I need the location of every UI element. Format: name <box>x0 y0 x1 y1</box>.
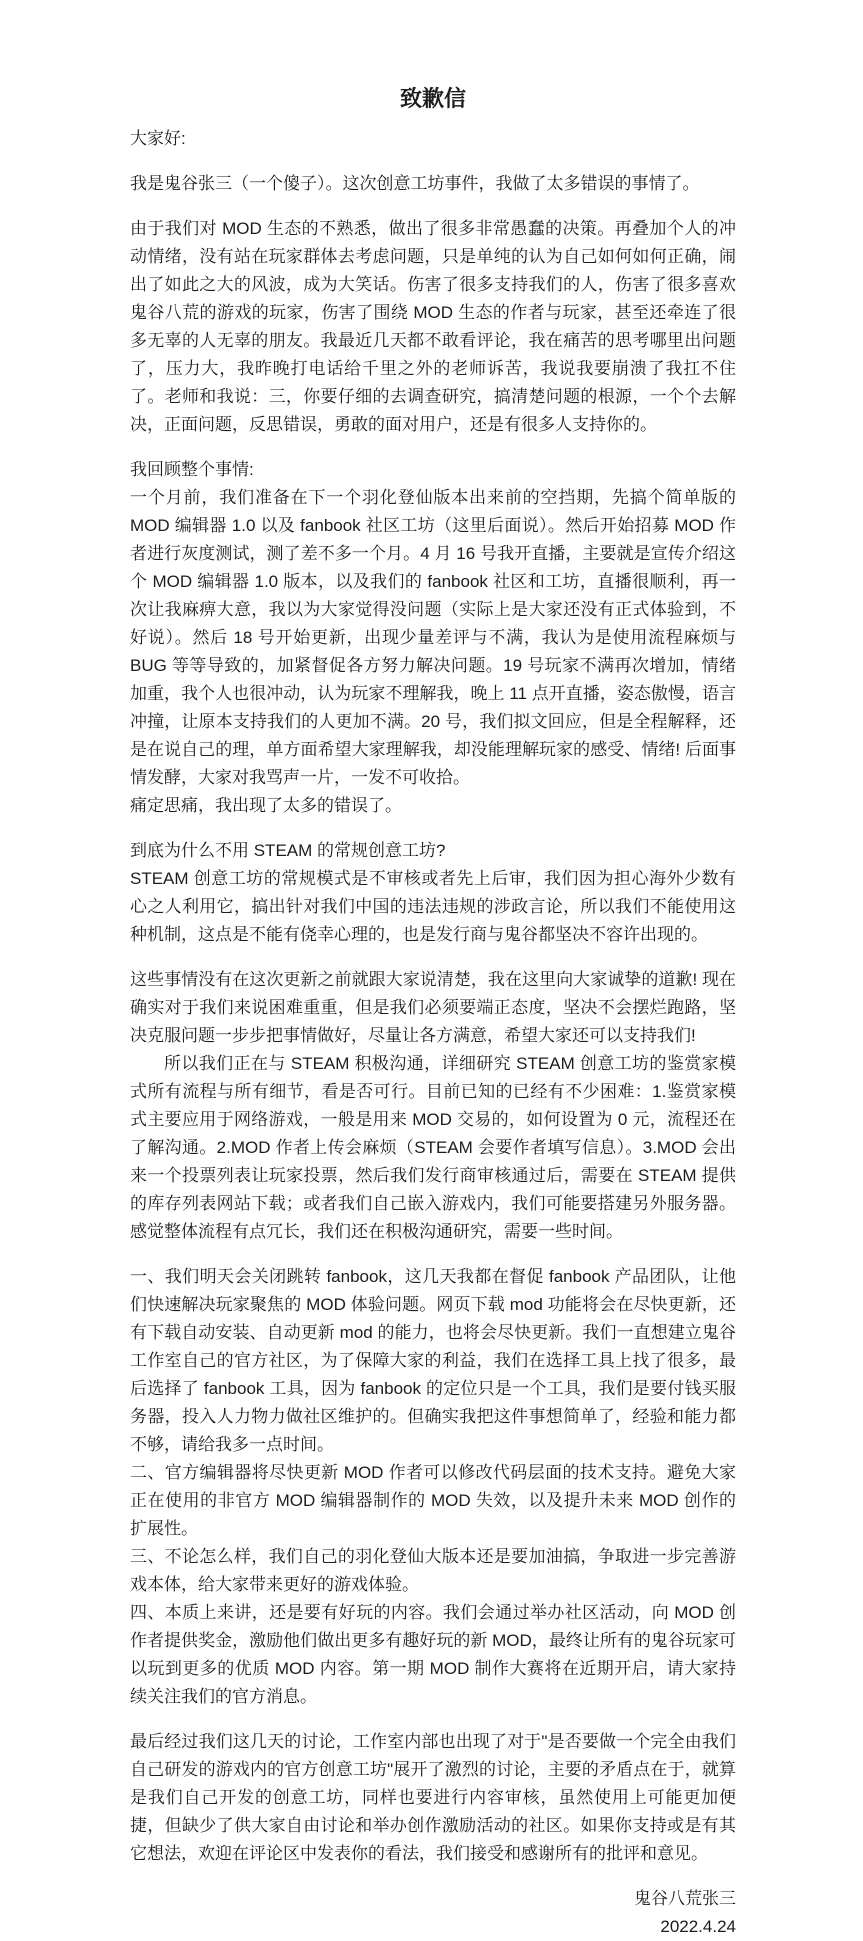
paragraph-closing <box>130 1728 736 1868</box>
plan-item-2: 二、官方编辑器将尽快更新 MOD 作者可以修改代码层面的技术支持。避免大家正在使用的非官方 MOD 编辑器制作的 MOD 失效，以及提升未来 MOD 创作的扩展性。 <box>130 1463 736 1538</box>
recap-heading: 我回顾整个事情: <box>130 460 254 479</box>
paragraph-self-intro <box>130 170 736 198</box>
steam-question-heading: 到底为什么不用 STEAM 的常规创意工坊? <box>130 841 446 860</box>
greeting-text: 大家好: <box>130 129 186 148</box>
paragraph-action-plan <box>130 1263 736 1711</box>
apology-statement: 这些事情没有在这次更新之前就跟大家说清楚，我在这里向大家诚挚的道歉! 现在确实对于我们来说困难重重，但是我们必须要端正态度，坚决不会摆烂跑路，坚决克服问题一步步把事情做好，尽量让各方满意，希望大家还可以支持我们! <box>130 970 736 1045</box>
recap-timeline: 一个月前，我们准备在下一个羽化登仙版本出来前的空挡期，先搞个简单版的 MOD 编辑器 1.0 以及 fanbook 社区工坊（这里后面说）。然后开始招募 MOD 作者进行灰度测试，测了差不多一个月。4 月 16 号我开直播，主要就是宣传介绍这个 MOD 编辑器 1.0 版本，以及我们的 fanbook 社区和工坊，直播很顺利，再一次让我麻痹大意，我以为大家觉得没问题（实际上是大家还没有正式体验到，不好说）。然后 18 号开始更新，出现少量差评与不满，我认为是使用流程麻烦与 BUG 等等导致的，加紧督促各方努力解决问题。19 号玩家不满再次增加，情绪加重，我个人也很冲动，认为玩家不理解我，晚上 11 点开直播，姿态傲慢，语言冲撞，让原本支持我们的人更加不满。20 号，我们拟文回应，但是全程解释，还是在说自己的理，单方面希望大家理解我，却没能理解玩家的感受、情绪! 后面事情发酵，大家对我骂声一片，一发不可收拾。 <box>130 488 736 787</box>
steam-explanation: STEAM 创意工坊的常规模式是不审核或者先上后审，我们因为担心海外少数有心之人利用它，搞出针对我们中国的违法违规的涉政言论，所以我们不能使用这种机制，这点是不能有侥幸心理的，也是发行商与鬼谷都坚决不容许出现的。 <box>130 869 736 944</box>
signature-date: 2022.4.24 <box>660 1917 736 1936</box>
recap-conclusion: 痛定思痛，我出现了太多的错误了。 <box>130 796 402 815</box>
reflection-text: 由于我们对 MOD 生态的不熟悉，做出了很多非常愚蠢的决策。再叠加个人的冲动情绪，没有站在玩家群体去考虑问题，只是单纯的认为自己如何如何正确，闹出了如此之大的风波，成为大笑话。伤害了很多支持我们的人，伤害了很多喜欢鬼谷八荒的游戏的玩家，伤害了围绕 MOD 生态的作者与玩家，甚至还牵连了很多无辜的人无辜的朋友。我最近几天都不敢看评论，我在痛苦的思考哪里出问题了，压力大，我昨晚打电话给千里之外的老师诉苦，我说我要崩溃了我扛不住了。老师和我说：三，你要仔细的去调查研究，搞清楚问题的根源，一个个去解决，正面问题，反思错误，勇敢的面对用户，还是有很多人支持你的。 <box>130 219 736 434</box>
self-intro-text: 我是鬼谷张三（一个傻子）。这次创意工坊事件，我做了太多错误的事情了。 <box>130 174 700 193</box>
steam-communication: 所以我们正在与 STEAM 积极沟通，详细研究 STEAM 创意工坊的鉴赏家模式所有流程与所有细节，看是否可行。目前已知的已经有不少困难：1.鉴赏家模式主要应用于网络游戏，一般是用来 MOD 交易的，如何设置为 0 元，流程还在了解沟通。2.MOD 作者上传会麻烦（STEAM 会要作者填写信息）。3.MOD 会出来一个投票列表让玩家投票，然后我们发行商审核通过后，需要在 STEAM 提供的库存列表网站下载；或者我们自己嵌入游戏内，我们可能要搭建另外服务器。感觉整体流程有点冗长，我们还在积极沟通研究，需要一些时间。 <box>130 1054 736 1241</box>
plan-item-4: 四、本质上来讲，还是要有好玩的内容。我们会通过举办社区活动，向 MOD 创作者提供奖金，激励他们做出更多有趣好玩的新 MOD，最终让所有的鬼谷玩家可以玩到更多的优质 MOD 内容。第一期 MOD 制作大赛将在近期开启，请大家持续关注我们的官方消息。 <box>130 1603 736 1706</box>
signature-name: 鬼谷八荒张三 <box>634 1889 736 1908</box>
paragraph-reflection <box>130 215 736 439</box>
paragraph-steam-workshop <box>130 837 736 949</box>
plan-item-3: 三、不论怎么样，我们自己的羽化登仙大版本还是要加油搞，争取进一步完善游戏本体，给大家带来更好的游戏体验。 <box>130 1547 736 1594</box>
paragraph-apology <box>130 966 736 1246</box>
letter-title: 致歉信 <box>399 86 466 111</box>
closing-discussion: 最后经过我们这几天的讨论，工作室内部也出现了对于"是否要做一个完全由我们自己研发的游戏内的官方创意工坊"展开了激烈的讨论，主要的矛盾点在于，就算是我们自己开发的创意工坊，同样也要进行内容审核，虽然使用上可能更加便捷，但缺少了供大家自由讨论和举办创作激励活动的社区。如果你支持或是有其它想法，欢迎在评论区中发表你的看法，我们接受和感谢所有的批评和意见。 <box>130 1732 736 1863</box>
paragraph-greeting <box>130 125 736 153</box>
plan-item-1: 一、我们明天会关闭跳转 fanbook，这几天我都在督促 fanbook 产品团队，让他们快速解决玩家聚焦的 MOD 体验问题。网页下载 mod 功能将会在尽快更新，还有下载自动安装、自动更新 mod 的能力，也将会尽快更新。我们一直想建立鬼谷工作室自己的官方社区，为了保障大家的利益，我们在选择工具上找了很多，最后选择了 fanbook 工具，因为 fanbook 的定位只是一个工具，我们是要付钱买服务器，投入人力物力做社区维护的。但确实我把这件事想简单了，经验和能力都不够，请给我多一点时间。 <box>130 1267 736 1454</box>
signature-block <box>130 1885 736 1941</box>
letter-body <box>130 84 736 1941</box>
paragraph-recap <box>130 456 736 820</box>
